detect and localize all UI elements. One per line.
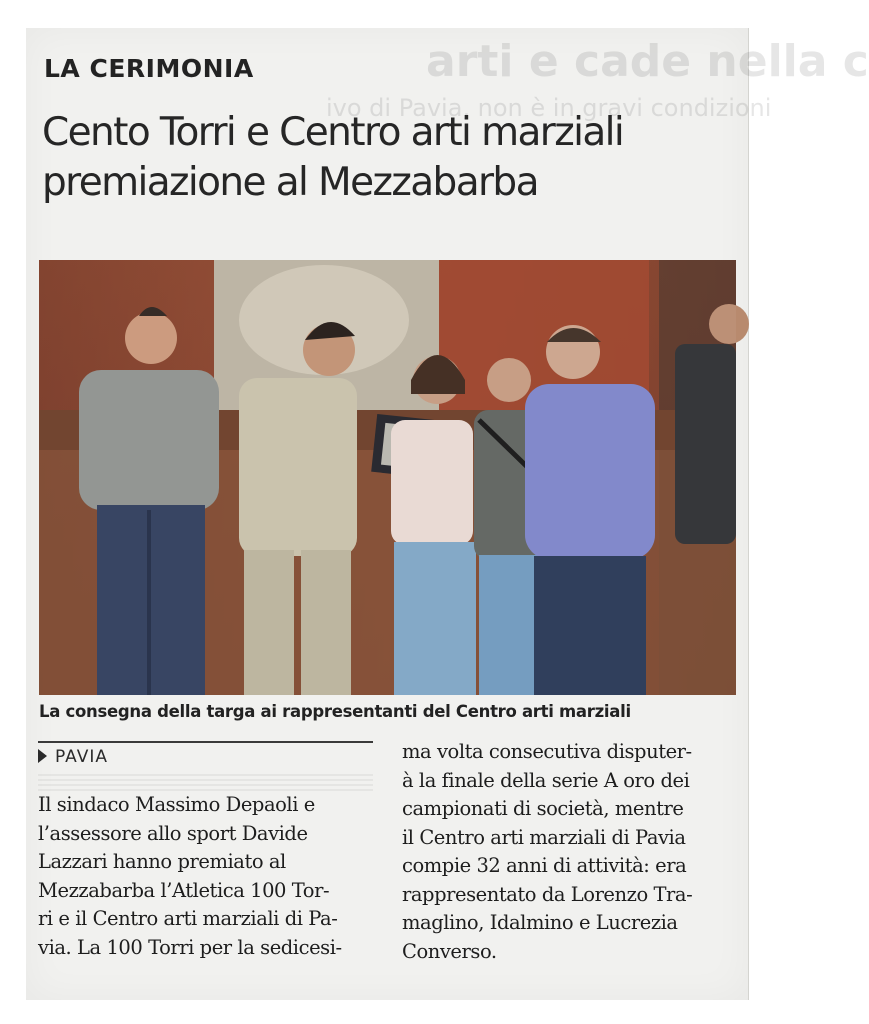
triangle-marker-icon — [38, 749, 47, 763]
body-line: maglino, Idalmino e Lucrezia — [402, 911, 678, 934]
body-line: ma volta consecutiva disputer- — [402, 740, 692, 763]
bleed-through-headline: arti e cade nella c — [426, 36, 869, 87]
body-line: l’assessore allo sport Davide — [38, 821, 308, 845]
dateline — [38, 747, 108, 767]
article-body-left-column — [38, 791, 373, 962]
newspaper-clipping — [26, 28, 869, 1000]
body-line: campionati di società, mentre — [402, 797, 684, 820]
headline — [42, 108, 742, 208]
body-line: compie 32 anni di attività: era — [402, 854, 687, 877]
body-line: Mezzabarba l’Atletica 100 Tor- — [38, 878, 330, 902]
headline-line: premiazione al Mezzabarba — [42, 160, 538, 205]
dateline-city: PAVIA — [55, 747, 108, 767]
photo-caption: La consegna della targa ai rappresentanti del Centro arti marziali — [39, 702, 631, 721]
section-label: LA CERIMONIA — [44, 54, 254, 83]
article-body-right-column — [402, 738, 742, 966]
bleed-through-texture — [38, 773, 373, 791]
bleed-through-subline: ivo di Pavia, non è in gravi condizioni — [326, 94, 772, 122]
body-line: Lazzari hanno premiato al — [38, 850, 286, 873]
body-line: à la finale della serie A oro dei — [402, 768, 690, 792]
body-line: ri e il Centro arti marziali di Pa- — [38, 907, 338, 930]
body-line: Il sindaco Massimo Depaoli e — [38, 793, 315, 816]
ceremony-photo-illustration — [39, 260, 736, 695]
headline-line: Cento Torri e Centro arti marziali — [42, 110, 624, 155]
body-line: Converso. — [402, 939, 497, 963]
divider — [38, 741, 373, 743]
body-line: il Centro arti marziali di Pavia — [402, 825, 686, 849]
body-line: rappresentato da Lorenzo Tra- — [402, 882, 693, 906]
body-line: via. La 100 Torri per la sedicesi- — [38, 935, 342, 959]
ceremony-photo — [39, 260, 736, 695]
